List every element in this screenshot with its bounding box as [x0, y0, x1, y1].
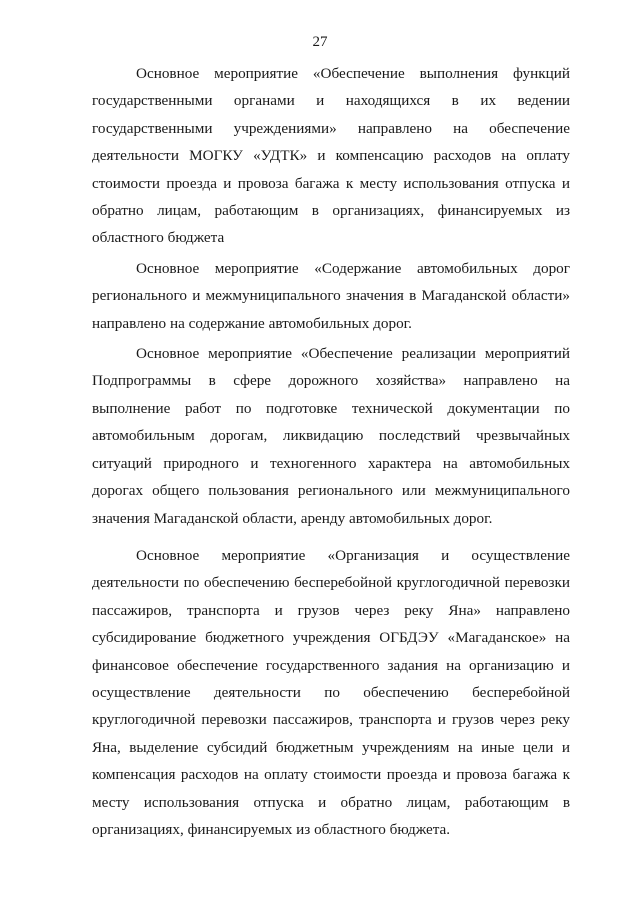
page-number: 27: [312, 34, 328, 50]
paragraph-main-activity-road-sector: Основное мероприятие «Обеспечение реализации мероприятий Подпрограммы в сфере дорожного хозяйства» направлено на выполнение работ по подготовке технической документации по автомобильным дорогам, ликвидацию последствий чрезвычайных ситуаций природного и техногенного характера на автомобильных дорогах общего пользования регионального или межмуниципального значения Магаданской области, аренду автомобильных дорог.: [92, 345, 570, 527]
paragraph-main-activity-yana-river-transport: Основное мероприятие «Организация и осуществление деятельности по обеспечению бесперебойной круглогодичной перевозки пассажиров, транспорта и грузов через реку Яна» направлено субсидирование бюджетного учреждения ОГБДЭУ «Магаданское» на финансовое обеспечение государственного задания на организацию и осуществление деятельности по обеспечению бесперебойной круглогодичной перевозки пассажиров, транспорта и грузов через реку Яна, выделение субсидий бюджетным учреждениям на иные цели и компенсация расходов на оплату стоимости проезда и провоза багажа к месту использования отпуска и обратно лицам, работающим в организациях, финансируемых из областного бюджета.: [92, 546, 570, 838]
paragraph-main-activity-state-functions: Основное мероприятие «Обеспечение выполнения функций государственными органами и находящихся в их ведении государственными учреждениями» направлено на обеспечение деятельности МОГКУ «УДТК» и компенсацию расходов на оплату стоимости проезда и провоза багажа к месту использования отпуска и обратно лицам, работающим в организациях, финансируемых из областного бюджета: [92, 65, 570, 247]
paragraph-main-activity-road-maintenance: Основное мероприятие «Содержание автомобильных дорог регионального и межмуниципального значения в Магаданской области» направлено на содержание автомобильных дорог.: [92, 259, 570, 332]
document-body: [92, 60, 570, 843]
